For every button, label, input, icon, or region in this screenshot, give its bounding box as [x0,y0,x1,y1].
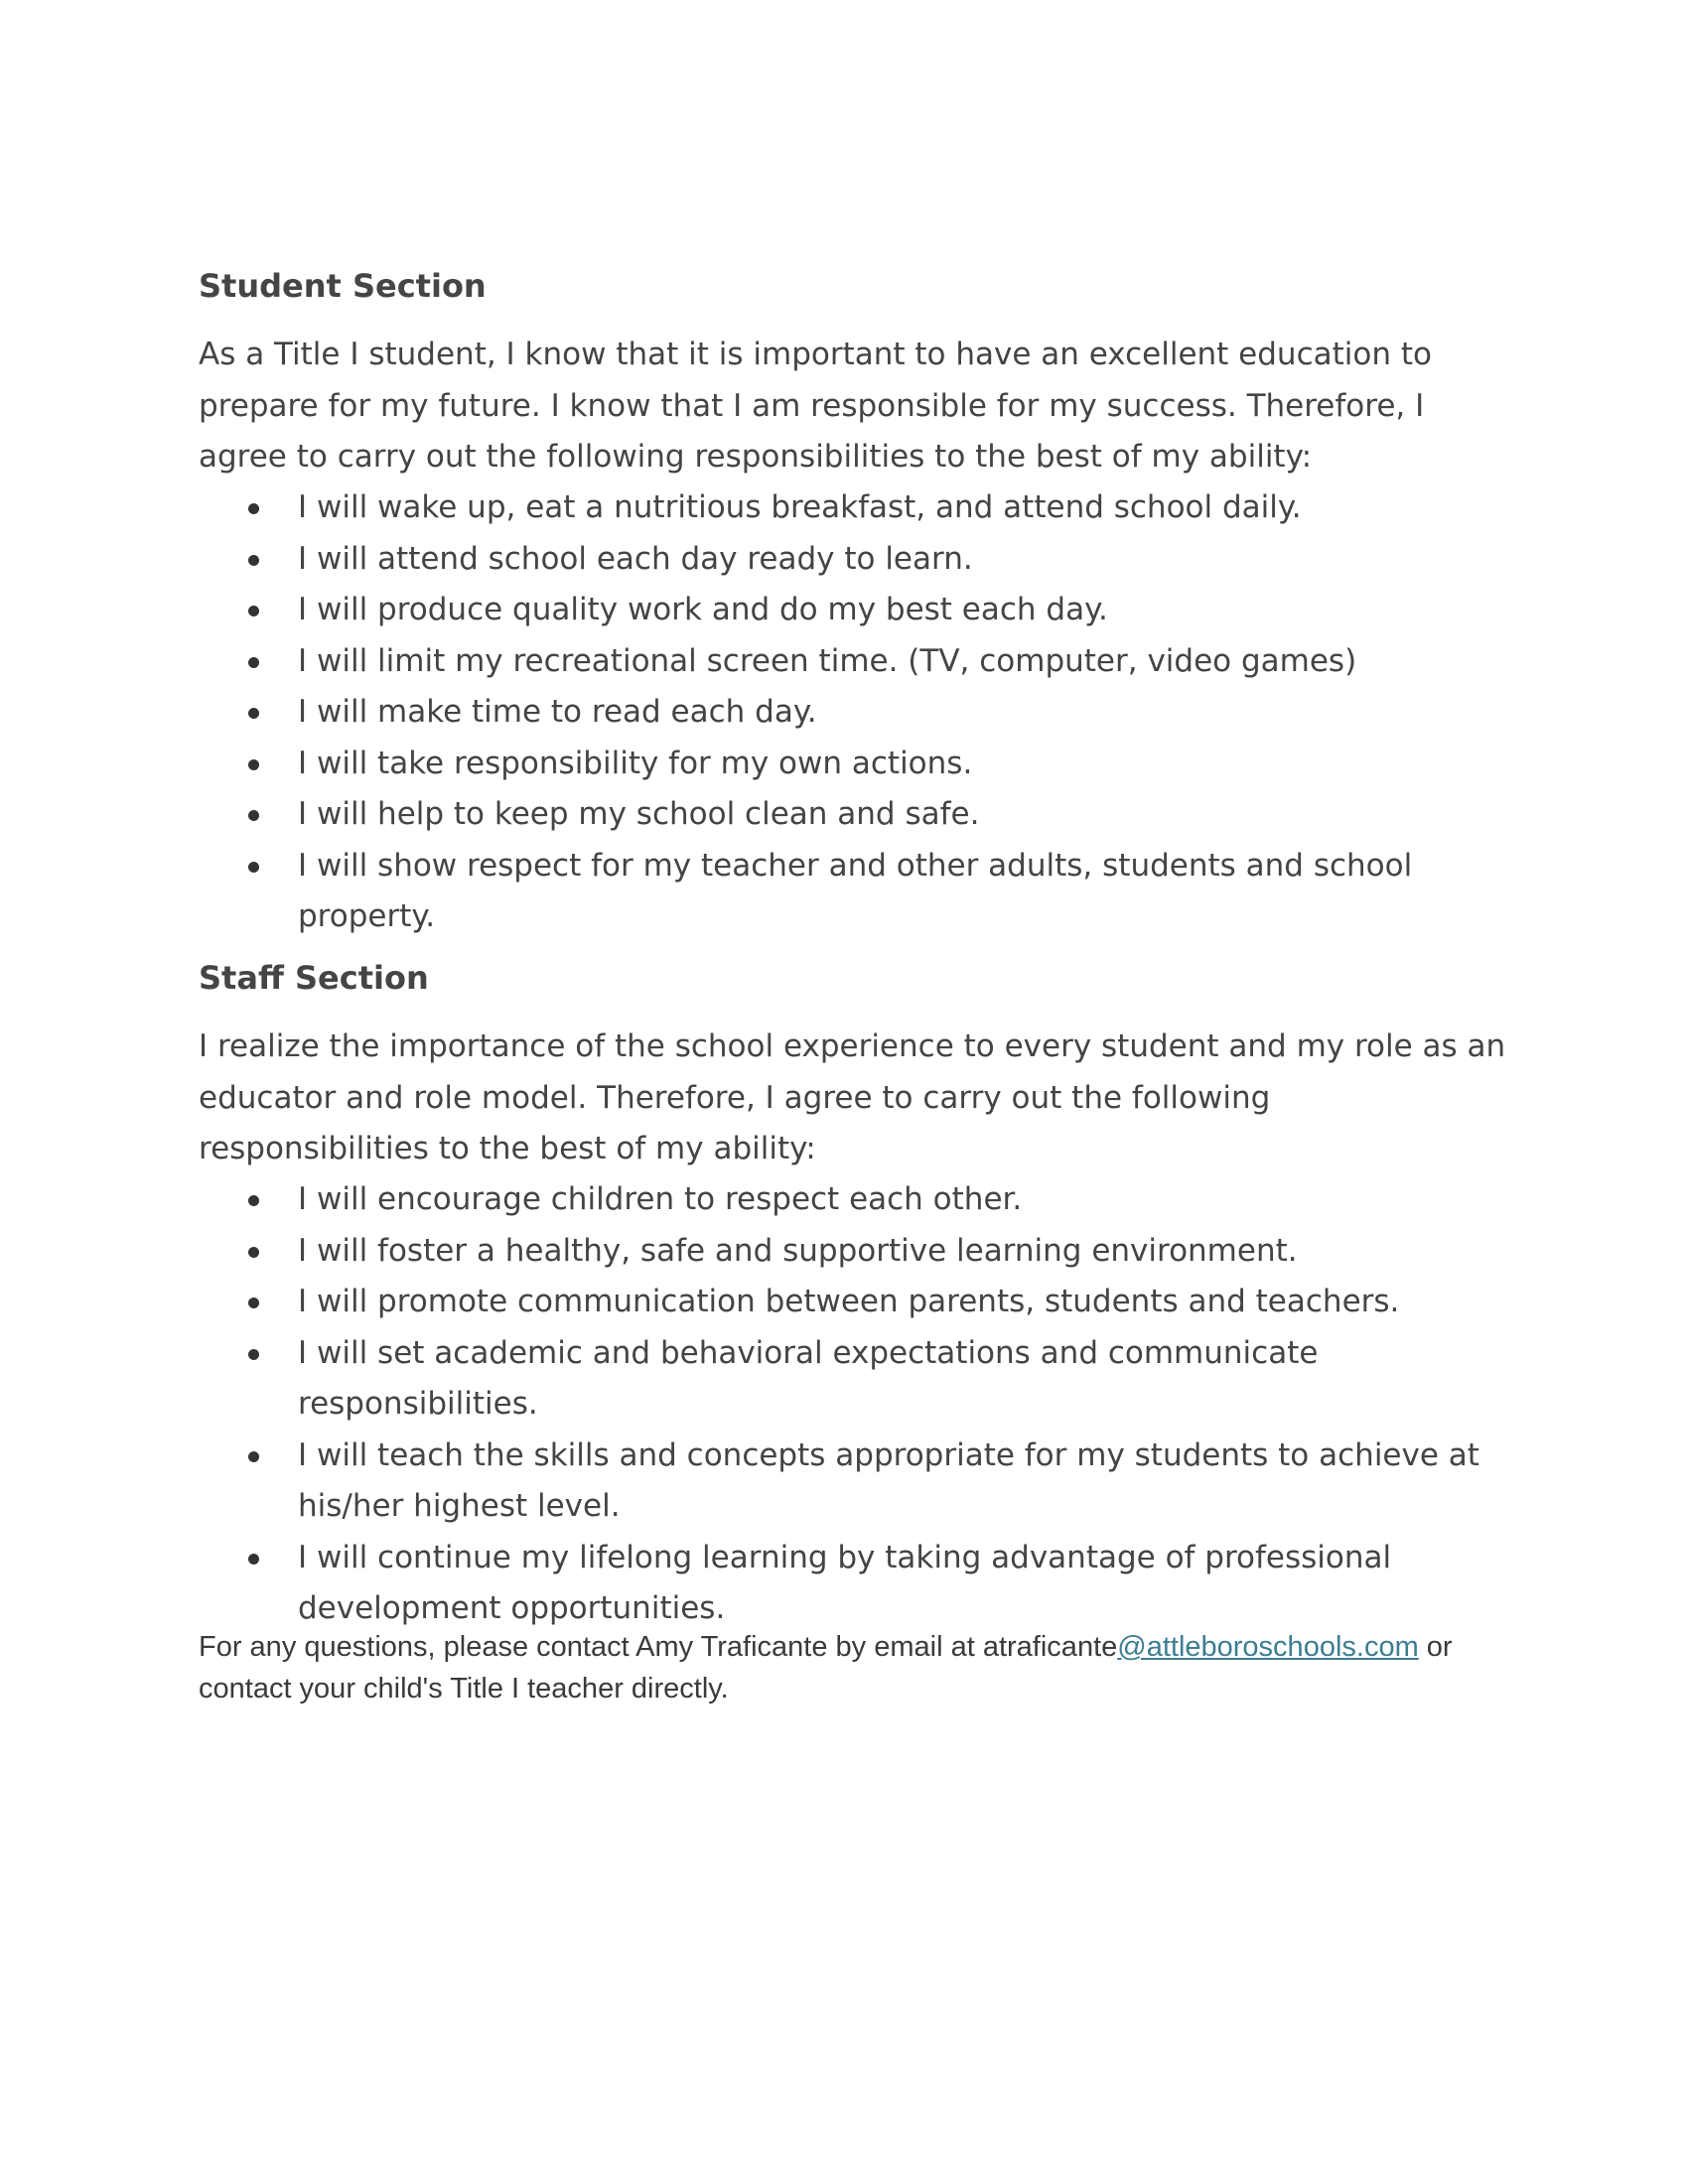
list-item-text: I will set academic and behavioral expectations and communicate responsibilities. [298,1334,1319,1422]
staff-responsibilities-list [199,1174,1509,1635]
list-item-text: I will encourage children to respect each other. [298,1181,1023,1217]
staff-section-intro: I realize the importance of the school experience to every student and my role as an educator and role model. Therefore, I agree to carry out the following responsibilities to the best of my ability: [199,1028,1506,1166]
student-responsibilities-list [199,482,1509,943]
list-item [199,482,1509,534]
bullet-icon [248,1297,259,1308]
list-item-text: I will attend school each day ready to learn. [298,540,973,577]
staff-section-title: Staff Section [199,959,429,997]
contact-note [199,1626,1509,1709]
list-item-text: I will take responsibility for my own actions. [298,745,973,781]
bullet-icon [248,759,259,770]
list-item [199,1328,1509,1431]
list-item-text: I will help to keep my school clean and safe. [298,796,980,832]
email-link[interactable]: @attleboroschools.com [1117,1631,1419,1663]
list-item-text: I will continue my lifelong learning by taking advantage of professional development opportunities. [298,1539,1392,1626]
list-item-text: I will foster a healthy, safe and supportive learning environment. [298,1232,1298,1269]
list-item [199,687,1509,739]
list-item [199,1174,1509,1226]
bullet-icon [248,1247,259,1258]
bullet-icon [248,708,259,719]
contact-suffix: or contact your child's Title I teacher directly. [199,1631,1453,1705]
bullet-icon [248,555,259,566]
student-section-intro: As a Title I student, I know that it is important to have an excellent education to prepare for my future. I know that I am responsible for my success. Therefore, I agree to carry out the following responsibilities to the best of my ability: [199,337,1432,475]
list-item-text: I will make time to read each day. [298,694,817,730]
bullet-icon [248,657,259,668]
list-item [199,636,1509,688]
bullet-icon [248,503,259,514]
contact-prefix: For any questions, please contact Amy Traficante by email at atraficante [199,1631,1118,1663]
list-item-text: I will teach the skills and concepts appropriate for my students to achieve at his/her highest level. [298,1436,1479,1524]
bullet-icon [248,1195,259,1206]
bullet-icon [248,1349,259,1360]
list-item-text: I will promote communication between parents, students and teachers. [298,1284,1400,1319]
list-item [199,739,1509,790]
list-item [199,789,1509,841]
list-item [199,1431,1509,1533]
list-item-text: I will limit my recreational screen time. (TV, computer, video games) [298,642,1357,679]
bullet-icon [248,606,259,616]
bullet-icon [248,862,259,873]
list-item [199,1533,1509,1635]
student-section-title: Student Section [199,267,487,305]
list-item [199,841,1509,943]
list-item [199,534,1509,586]
list-item-text: I will wake up, eat a nutritious breakfast, and attend school daily. [298,489,1302,525]
list-item [199,1226,1509,1278]
list-item-text: I will show respect for my teacher and other adults, students and school property. [298,847,1413,934]
list-item [199,585,1509,636]
bullet-icon [248,1451,259,1462]
bullet-icon [248,810,259,821]
list-item [199,1277,1509,1328]
list-item-text: I will produce quality work and do my best each day. [298,592,1108,627]
bullet-icon [248,1554,259,1565]
